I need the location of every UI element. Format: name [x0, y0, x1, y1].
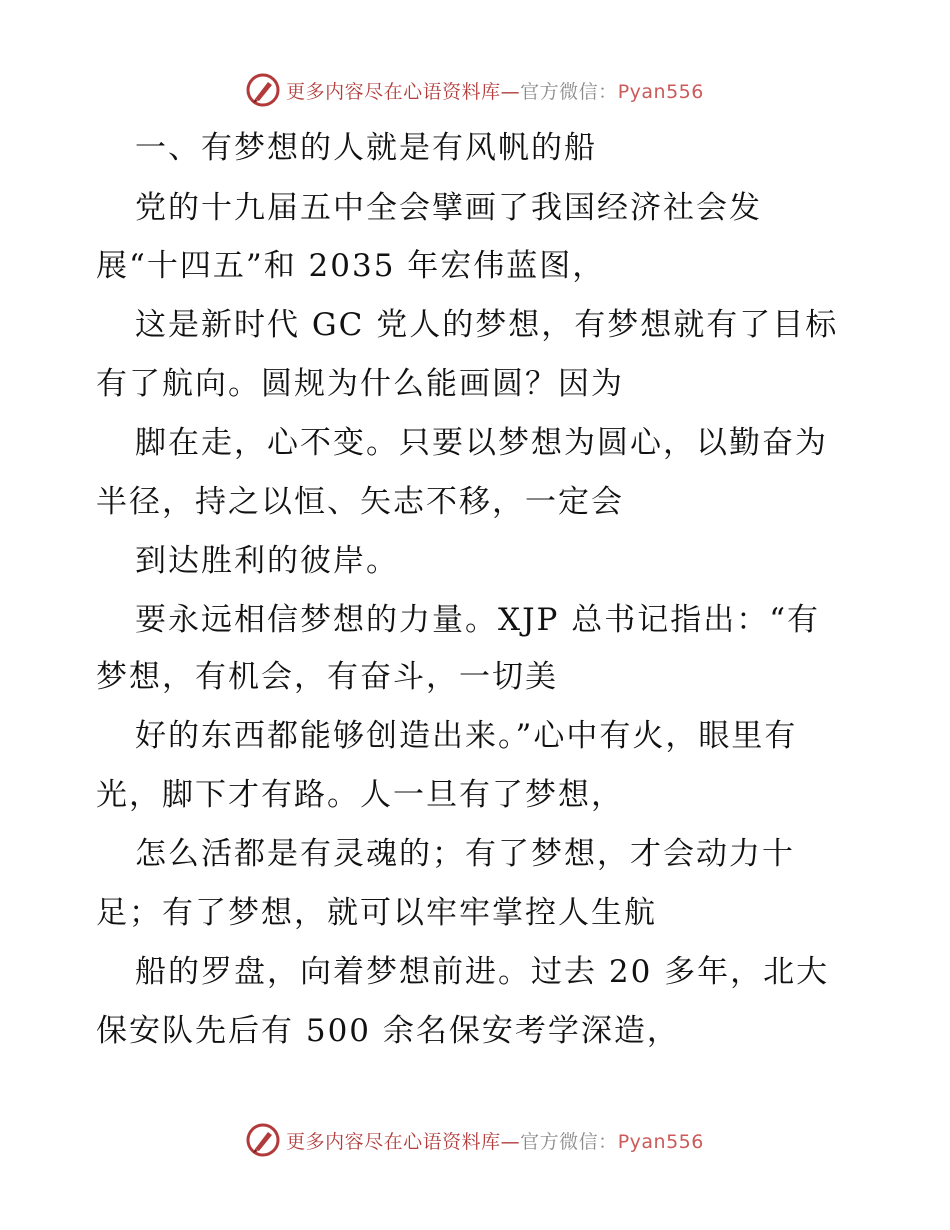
- banner-text: [286, 77, 704, 104]
- pen-logo-icon: [246, 73, 280, 107]
- text-line: 梦想，有机会，有奋斗，一切美: [96, 659, 558, 695]
- text-line: 船的罗盘，向着梦想前进。过去 20 多年，北大: [135, 954, 830, 990]
- banner-wechat-handle: Pyan556: [617, 1130, 704, 1153]
- banner-title: 更多内容尽在心语资料库—: [286, 1130, 521, 1153]
- banner-title: 更多内容尽在心语资料库—: [286, 80, 521, 103]
- text-line: 光，脚下才有路。人一旦有了梦想，: [96, 777, 624, 813]
- text-line: 展“十四五”和 2035 年宏伟蓝图，: [96, 248, 606, 284]
- banner-wechat-handle: Pyan556: [617, 80, 704, 103]
- text-line: 到达胜利的彼岸。: [135, 543, 399, 579]
- text-line: 保安队先后有 500 余名保安考学深造，: [96, 1013, 680, 1049]
- text-line: 怎么活都是有灵魂的；有了梦想，才会动力十: [135, 836, 795, 872]
- pen-logo-icon: [246, 1123, 280, 1157]
- text-line: 脚在走，心不变。只要以梦想为圆心，以勤奋为: [135, 425, 828, 461]
- banner-text: [286, 1127, 704, 1154]
- text-line: 党的十九届五中全会擘画了我国经济社会发: [135, 190, 762, 226]
- banner-wechat-label: 官方微信：: [520, 80, 618, 103]
- footer-banner: [0, 1120, 950, 1160]
- text-line: 有了航向。圆规为什么能画圆？因为: [96, 366, 624, 402]
- text-line: 好的东西都能够创造出来。”心中有火，眼里有: [135, 718, 798, 754]
- header-banner: [0, 70, 950, 110]
- banner-wechat-label: 官方微信：: [520, 1130, 618, 1153]
- text-line: 要永远相信梦想的力量。XJP 总书记指出：“有: [135, 602, 821, 638]
- text-line: 半径，持之以恒、矢志不移，一定会: [96, 484, 624, 520]
- section-heading: 一、有梦想的人就是有风帆的船: [135, 130, 597, 166]
- text-line: 足；有了梦想，就可以牢牢掌控人生航: [96, 895, 657, 931]
- text-line: 这是新时代 GC 党人的梦想，有梦想就有了目标: [135, 307, 839, 343]
